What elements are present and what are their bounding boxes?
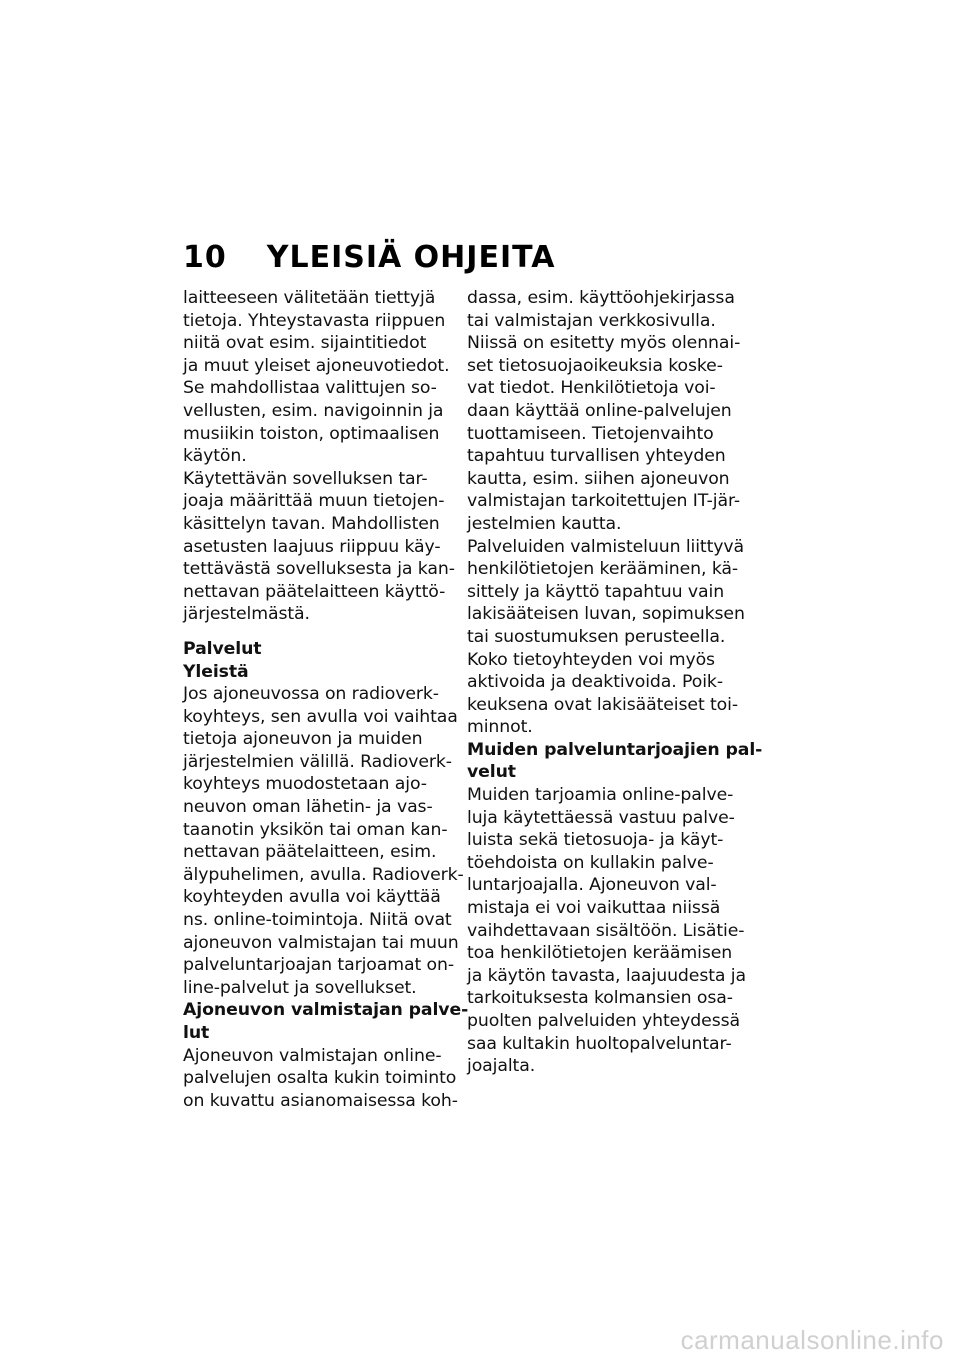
paragraph-gap	[183, 626, 458, 638]
text-line: luista sekä tietosuoja- ja käyt-	[467, 830, 724, 851]
chapter-heading	[183, 240, 555, 275]
text-line: vat tiedot. Henkilötietoja voi-	[467, 378, 716, 399]
text-line: tietoja. Yhteystavasta riippuen	[183, 310, 446, 331]
text-line: palvelujen osalta kukin toiminto	[183, 1068, 457, 1089]
text-line: tai valmistajan verkkosivulla.	[467, 310, 716, 331]
text-line: taanotin yksikön tai oman kan-	[183, 819, 448, 840]
text-line: musiikin toiston, optimaalisen	[183, 423, 440, 444]
text-line: nettavan päätelaitteen käyttö-	[183, 581, 446, 602]
text-line: on kuvattu asianomaisessa koh-	[183, 1090, 458, 1111]
section-heading-line: Muiden palveluntarjoajien pal-	[467, 739, 763, 760]
section-heading-line: Ajoneuvon valmistajan palve-	[183, 1000, 469, 1021]
text-line: käytön.	[183, 446, 247, 467]
text-line: tapahtuu turvallisen yhteyden	[467, 446, 726, 467]
text-line: neuvon oman lähetin- ja vas-	[183, 797, 433, 818]
text-line: asetusten laajuus riippuu käy-	[183, 536, 441, 557]
text-line: Ajoneuvon valmistajan online-	[183, 1045, 442, 1066]
text-line: puolten palveluiden yhteydessä	[467, 1011, 740, 1031]
text-line: keuksena ovat lakisääteiset toi-	[467, 694, 738, 715]
text-line: dassa, esim. käyttöohjekirjassa	[467, 288, 735, 308]
text-line: Koko tietoyhteyden voi myös	[467, 649, 715, 670]
text-line: Palveluiden valmisteluun liittyvä	[467, 536, 745, 557]
text-line: toa henkilötietojen keräämisen	[467, 943, 733, 964]
text-line: ns. online-toimintoja. Niitä ovat	[183, 910, 452, 931]
text-line: line-palvelut ja sovellukset.	[183, 977, 417, 998]
text-line: Jos ajoneuvossa on radioverk-	[183, 684, 439, 705]
text-line: tarkoituksesta kolmansien osa-	[467, 988, 733, 1009]
text-line: saa kultakin huoltopalveluntar-	[467, 1033, 732, 1054]
text-line: koyhteys muodostetaan ajo-	[183, 774, 427, 795]
text-line: koyhteyden avulla voi käyttää	[183, 887, 441, 908]
text-line: töehdoista on kullakin palve-	[467, 852, 714, 873]
text-line: jestelmien kautta.	[467, 513, 622, 534]
right-text-column	[467, 287, 763, 1078]
text-line: ja muut yleiset ajoneuvotiedot.	[183, 355, 450, 376]
text-line: set tietosuojaoikeuksia koske-	[467, 355, 723, 376]
section-heading-line: Palvelut	[183, 638, 262, 659]
section-heading-line: lut	[183, 1023, 210, 1043]
chapter-title: YLEISIÄ OHJEITA	[266, 240, 556, 275]
text-line: luja käytettäessä vastuu palve-	[467, 807, 735, 828]
text-line: käsittelyn tavan. Mahdollisten	[183, 513, 440, 534]
text-line: joaja määrittää muun tietojen-	[183, 491, 445, 512]
text-line: lakisääteisen luvan, sopimuksen	[467, 604, 745, 625]
text-line: vellusten, esim. navigoinnin ja	[183, 400, 444, 421]
text-line: nettavan päätelaitteen, esim.	[183, 842, 437, 863]
text-line: Se mahdollistaa valittujen so-	[183, 378, 437, 399]
text-line: ajoneuvon valmistajan tai muun	[183, 932, 459, 953]
text-line: joajalta.	[467, 1056, 536, 1077]
text-line: koyhteys, sen avulla voi vaihtaa	[183, 706, 458, 727]
text-line: luntarjoajalla. Ajoneuvon val-	[467, 875, 717, 896]
text-line: tettävästä sovelluksesta ja kan-	[183, 559, 455, 580]
text-line: kautta, esim. siihen ajoneuvon	[467, 468, 730, 489]
text-line: järjestelmien välillä. Radioverk-	[183, 751, 452, 772]
watermark: carmanualsonline.info	[680, 1325, 944, 1355]
text-line: Käytettävän sovelluksen tar-	[183, 468, 428, 489]
text-line: Muiden tarjoamia online-palve-	[467, 785, 734, 806]
text-line: aktivoida ja deaktivoida. Poik-	[467, 672, 723, 693]
text-line: laitteeseen välitetään tiettyjä	[183, 288, 436, 308]
text-line: mistaja ei voi vaikuttaa niissä	[467, 898, 721, 919]
chapter-number: 10	[183, 240, 227, 275]
text-line: ja käytön tavasta, laajuudesta ja	[467, 965, 746, 986]
text-line: järjestelmästä.	[183, 604, 310, 625]
text-line: minnot.	[467, 717, 533, 738]
text-line: palveluntarjoajan tarjoamat on-	[183, 955, 454, 976]
text-line: älypuhelimen, avulla. Radioverk-	[183, 864, 464, 885]
text-line: Niissä on esitetty myös olennai-	[467, 333, 741, 354]
text-line: tai suostumuksen perusteella.	[467, 626, 726, 647]
text-line: vaihdettavaan sisältöön. Lisätie-	[467, 920, 745, 941]
text-line: daan käyttää online-palvelujen	[467, 400, 732, 421]
text-line: henkilötietojen kerääminen, kä-	[467, 559, 739, 580]
text-line: valmistajan tarkoitettujen IT-jär-	[467, 491, 741, 512]
section-heading-line: velut	[467, 762, 516, 783]
text-line: tietoja ajoneuvon ja muiden	[183, 729, 423, 750]
text-line: tuottamiseen. Tietojenvaihto	[467, 423, 714, 444]
section-heading-line: Yleistä	[183, 661, 249, 682]
text-line: sittely ja käyttö tapahtuu vain	[467, 581, 725, 602]
text-line: niitä ovat esim. sijaintitiedot	[183, 333, 427, 354]
left-text-column	[183, 287, 469, 1112]
